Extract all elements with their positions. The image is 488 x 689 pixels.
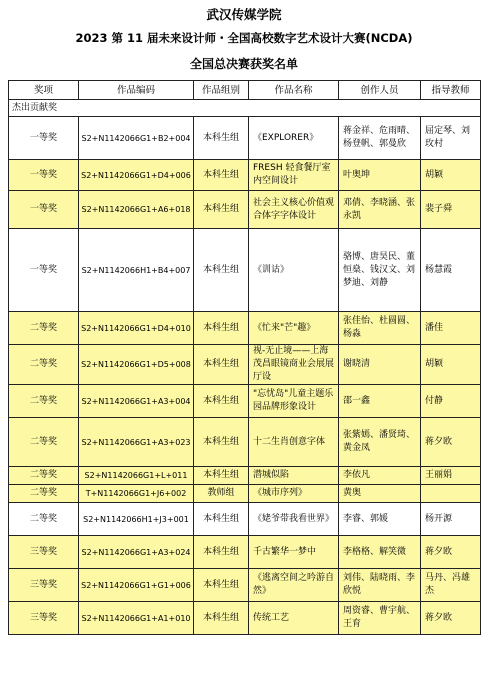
teacher-cell: 潘佳: [421, 312, 481, 345]
col-header-award: 奖项: [9, 81, 79, 100]
col-header-name: 作品名称: [249, 81, 339, 100]
group-cell: 本科生组: [194, 117, 249, 160]
table-row: [9, 485, 481, 503]
authors-cell: 李格格、解笑微: [339, 536, 421, 569]
code-cell: S2+N1142066G1+D5+008: [79, 345, 194, 385]
authors-cell: 邓倩、李晓涵、张永凯: [339, 191, 421, 229]
award-cell: 三等奖: [9, 569, 79, 602]
name-cell: 传统工艺: [249, 602, 339, 635]
name-cell: 社会主义核心价值观合体字字体设计: [249, 191, 339, 229]
name-cell: 《城市序列》: [249, 485, 339, 503]
table-row: [9, 160, 481, 191]
table-row: [9, 467, 481, 485]
code-cell: S2+N1142066G1+A6+018: [79, 191, 194, 229]
table-row: [9, 503, 481, 536]
table-row: [9, 117, 481, 160]
authors-cell: 周资睿、曹宇航、王育: [339, 602, 421, 635]
name-cell: 潜城似陷: [249, 467, 339, 485]
award-table: [8, 80, 481, 635]
award-cell: 一等奖: [9, 160, 79, 191]
code-cell: S2+N1142066G1+A3+024: [79, 536, 194, 569]
teacher-cell: 马丹、冯雄杰: [421, 569, 481, 602]
group-cell: 本科生组: [194, 345, 249, 385]
award-cell: 二等奖: [9, 418, 79, 467]
group-cell: 本科生组: [194, 385, 249, 418]
code-cell: S2+N1142066G1+B2+004: [79, 117, 194, 160]
table-row: [9, 536, 481, 569]
col-header-code: 作品编码: [79, 81, 194, 100]
teacher-cell: 杨开源: [421, 503, 481, 536]
teacher-cell: 王丽娟: [421, 467, 481, 485]
school-name: 武汉传媒学院: [206, 7, 282, 22]
group-cell: 本科生组: [194, 312, 249, 345]
name-cell: "忘忧岛"儿童主题乐园品牌形象设计: [249, 385, 339, 418]
teacher-cell: 胡颖: [421, 345, 481, 385]
code-cell: S2+N1142066G1+A3+023: [79, 418, 194, 467]
teacher-cell: 蒋夕欧: [421, 602, 481, 635]
group-cell: 教师组: [194, 485, 249, 503]
code-cell: S2+N1142066G1+A3+004: [79, 385, 194, 418]
section-row: [9, 100, 481, 117]
table-row: [9, 569, 481, 602]
authors-cell: 谢晓清: [339, 345, 421, 385]
authors-cell: 李睿、郭媛: [339, 503, 421, 536]
authors-cell: 叶奥坤: [339, 160, 421, 191]
col-header-group: 作品组别: [194, 81, 249, 100]
authors-cell: 张佳怡、杜圆圆、杨淼: [339, 312, 421, 345]
award-cell: 二等奖: [9, 503, 79, 536]
name-cell: FRESH 轻食餐厅室内空间设计: [249, 160, 339, 191]
section-label: 杰出贡献奖: [9, 100, 481, 117]
name-cell: 视-无止境——上海茂昌眼镜商业会展展厅设: [249, 345, 339, 385]
competition-title: 2023 第 11 届未来设计师・全国高校数字艺术设计大赛(NCDA): [75, 31, 413, 45]
group-cell: 本科生组: [194, 418, 249, 467]
award-cell: 二等奖: [9, 345, 79, 385]
table-row: [9, 345, 481, 385]
award-cell: 二等奖: [9, 485, 79, 503]
authors-cell: 骆博、唐昊民、董恒燊、钱汉文、刘梦迪、刘静: [339, 229, 421, 312]
group-cell: 本科生组: [194, 229, 249, 312]
table-row: [9, 191, 481, 229]
table-row: [9, 602, 481, 635]
code-cell: S2+N1142066H1+J3+001: [79, 503, 194, 536]
authors-cell: 李依凡: [339, 467, 421, 485]
col-header-authors: 创作人员: [339, 81, 421, 100]
header-row: [9, 81, 481, 100]
authors-cell: 蒋金祥、危雨晴、杨登帆、郭曼欣: [339, 117, 421, 160]
group-cell: 本科生组: [194, 191, 249, 229]
authors-cell: 黄奥: [339, 485, 421, 503]
authors-cell: 张紫嫣、潘贤琦、黄金凤: [339, 418, 421, 467]
award-cell: 二等奖: [9, 312, 79, 345]
teacher-cell: 蒋夕欧: [421, 418, 481, 467]
teacher-cell: 屈定琴、刘玫村: [421, 117, 481, 160]
code-cell: S2+N1142066G1+L+011: [79, 467, 194, 485]
authors-cell: 邵一鑫: [339, 385, 421, 418]
table-row: [9, 385, 481, 418]
award-cell: 一等奖: [9, 117, 79, 160]
list-title: 全国总决赛获奖名单: [189, 57, 298, 71]
group-cell: 本科生组: [194, 602, 249, 635]
name-cell: 《忙来"芒"趣》: [249, 312, 339, 345]
teacher-cell: 蒋夕欧: [421, 536, 481, 569]
award-cell: 二等奖: [9, 385, 79, 418]
award-cell: 一等奖: [9, 191, 79, 229]
name-cell: 千古繁华一梦中: [249, 536, 339, 569]
group-cell: 本科生组: [194, 160, 249, 191]
award-cell: 三等奖: [9, 602, 79, 635]
code-cell: S2+N1142066H1+B4+007: [79, 229, 194, 312]
col-header-teacher: 指导教师: [421, 81, 481, 100]
name-cell: 《姥爷带我看世界》: [249, 503, 339, 536]
name-cell: 《逃离空间之吟游自然》: [249, 569, 339, 602]
table-row: [9, 418, 481, 467]
group-cell: 本科生组: [194, 536, 249, 569]
teacher-cell: 裴子舜: [421, 191, 481, 229]
code-cell: T+N1142066G1+J6+002: [79, 485, 194, 503]
code-cell: S2+N1142066G1+A1+010: [79, 602, 194, 635]
code-cell: S2+N1142066G1+D4+010: [79, 312, 194, 345]
group-cell: 本科生组: [194, 569, 249, 602]
award-cell: 三等奖: [9, 536, 79, 569]
group-cell: 本科生组: [194, 467, 249, 485]
name-cell: 《EXPLORER》: [249, 117, 339, 160]
code-cell: S2+N1142066G1+G1+006: [79, 569, 194, 602]
award-cell: 二等奖: [9, 467, 79, 485]
group-cell: 本科生组: [194, 503, 249, 536]
code-cell: S2+N1142066G1+D4+006: [79, 160, 194, 191]
teacher-cell: 杨慧霞: [421, 229, 481, 312]
teacher-cell: [421, 485, 481, 503]
teacher-cell: 胡颖: [421, 160, 481, 191]
teacher-cell: 付静: [421, 385, 481, 418]
award-cell: 一等奖: [9, 229, 79, 312]
name-cell: 《训诂》: [249, 229, 339, 312]
name-cell: 十二生肖创意字体: [249, 418, 339, 467]
authors-cell: 刘伟、陆晓雨、李欣悦: [339, 569, 421, 602]
table-row: [9, 312, 481, 345]
table-row: [9, 229, 481, 312]
